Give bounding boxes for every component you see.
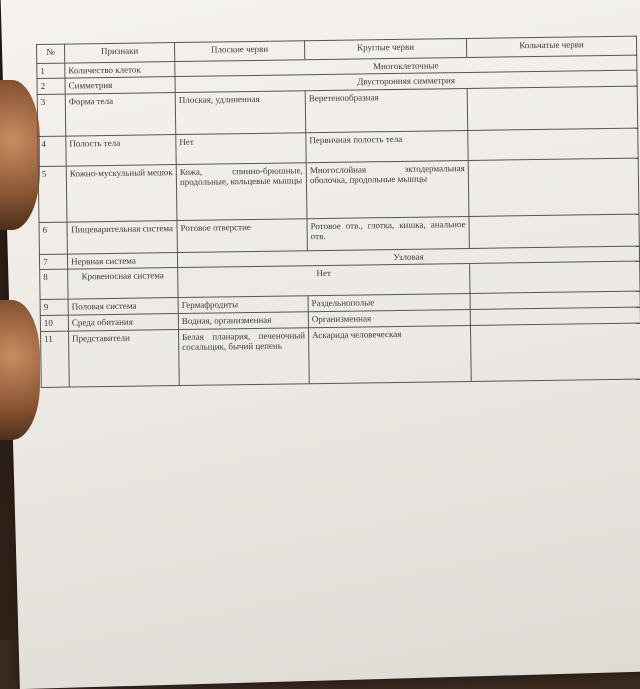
comparison-table: [36, 36, 640, 388]
row-roundworms: Ротовое отв., глотка, кишка, анальное отв.: [307, 216, 469, 250]
row-roundworms: Аскарида человеческая: [308, 325, 471, 383]
row-annelids: [468, 158, 639, 216]
row-feature: Кожно-мускульный мешок: [66, 164, 177, 222]
row-num: 2: [37, 78, 65, 94]
row-num: 5: [38, 166, 67, 222]
row-annelids: [467, 86, 638, 130]
row-shared-value: Узловая: [177, 246, 639, 268]
row-roundworms: Раздельнополые: [308, 293, 470, 311]
table-row: [41, 323, 640, 387]
row-num: 1: [37, 63, 65, 79]
row-feature: Нервная система: [67, 252, 177, 269]
header-annelids: Кольчатые черви: [466, 36, 636, 57]
row-num: 3: [37, 94, 66, 136]
row-num: 10: [40, 315, 68, 331]
row-feature: Полость тела: [66, 134, 176, 166]
row-num: 4: [38, 136, 66, 166]
row-shared-value: Двусторонняя симметрия: [175, 70, 637, 92]
header-feature: Признаки: [65, 43, 175, 64]
row-num: 6: [39, 222, 67, 254]
row-roundworms: Организменная: [308, 309, 470, 327]
header-roundworms: Круглые черви: [304, 38, 466, 59]
row-feature: Представители: [69, 330, 180, 388]
row-shared-value: Многоклеточные: [175, 55, 637, 77]
header-num: №: [37, 44, 65, 63]
row-num: 9: [40, 299, 68, 315]
row-shared-value: Нет: [178, 263, 470, 297]
row-roundworms: Первичная полость тела: [306, 130, 468, 162]
row-roundworms: Многослойная эктодермальная оболочка, продольные мышцы: [306, 160, 469, 218]
row-flatworms: Водная, организменная: [178, 312, 308, 330]
row-roundworms: Веретенообразная: [305, 88, 468, 132]
row-feature: Среда обитания: [68, 314, 178, 332]
row-feature: Количество клеток: [65, 62, 175, 79]
row-feature: Пищеварительная система: [67, 220, 177, 254]
row-feature: Кровеносная система: [68, 268, 178, 300]
row-flatworms: Ротовое отверстие: [177, 218, 307, 252]
row-feature: Половая система: [68, 298, 178, 316]
row-feature: Форма тела: [65, 92, 176, 136]
row-num: 7: [39, 254, 67, 270]
row-annelids: [468, 128, 638, 160]
row-annelids: [470, 323, 640, 381]
header-flatworms: Плоские черви: [174, 41, 304, 62]
row-flatworms: Белая планария, печеночный сосальщик, бычий цепень: [179, 328, 310, 386]
row-num: 8: [40, 269, 68, 299]
row-feature: Симметрия: [65, 77, 175, 94]
row-flatworms: Гермафродиты: [178, 296, 308, 314]
table-row: [38, 158, 639, 222]
row-annelids: [469, 214, 639, 248]
row-num: 11: [41, 331, 70, 387]
row-flatworms: Нет: [176, 132, 306, 164]
row-flatworms: Плоская, удлиненная: [175, 90, 306, 134]
row-annelids: [470, 261, 640, 293]
row-flatworms: Кожа, спинно-брюшные, продольные, кольцевые мышцы: [176, 162, 307, 220]
